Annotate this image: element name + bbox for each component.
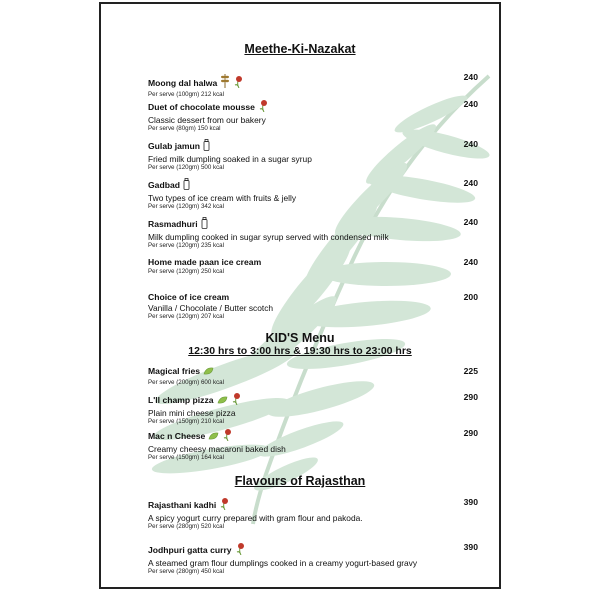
wheat-icon	[220, 72, 230, 91]
menu-item-name: Choice of ice cream	[148, 292, 230, 302]
menu-item-name: Jodhpuri gatta curry	[148, 542, 478, 558]
menu-item	[148, 497, 478, 531]
menu-item-description: A steamed gram flour dumplings cooked in a creamy yogurt-based gravy	[148, 558, 418, 568]
menu-item	[148, 257, 478, 276]
menu-item-price: 240	[463, 257, 478, 267]
menu-item-price: 390	[463, 542, 478, 552]
menu-item-price: 290	[463, 428, 478, 438]
menu-item	[148, 217, 478, 250]
leaf-icon	[208, 432, 219, 444]
menu-item-name: Rajasthani kadhi	[148, 497, 478, 513]
menu-item-nutrition: Per serve (150gm) 164 kcal	[148, 454, 225, 461]
menu-item-nutrition: Per serve (280gm) 450 kcal	[148, 568, 225, 575]
menu-item-nutrition: Per serve (280gm) 520 kcal	[148, 523, 225, 530]
menu-item-name: Moong dal halwa	[148, 72, 478, 91]
menu-item-description: Plain mini cheese pizza	[148, 408, 236, 418]
rose-icon	[233, 75, 244, 91]
menu-item-price: 240	[463, 99, 478, 109]
kids-menu-hours: 12:30 hrs to 3:00 hrs & 19:30 hrs to 23:00 hrs	[188, 345, 412, 357]
menu-item-nutrition: Per serve (80gm) 150 kcal	[148, 125, 221, 132]
menu-item-price: 240	[463, 139, 478, 149]
menu-item-name: Home made paan ice cream	[148, 257, 262, 267]
menu-item-name: Mac n Cheese	[148, 428, 478, 444]
menu-item-description: Creamy cheesy macaroni baked dish	[148, 444, 286, 454]
menu-item-price: 225	[463, 366, 478, 376]
menu-item	[148, 392, 478, 426]
menu-item-nutrition: Per serve (120gm) 250 kcal	[148, 268, 225, 275]
menu-item-name: Magical fries	[148, 366, 478, 379]
milk-bottle-icon	[201, 217, 208, 232]
rose-icon	[219, 497, 230, 513]
menu-item-name: Gulab jamun	[148, 139, 478, 154]
menu-item	[148, 99, 478, 133]
menu-item-nutrition: Per serve (120gm) 235 kcal	[148, 242, 225, 249]
menu-item-name: Rasmadhuri	[148, 217, 478, 232]
menu-item-description: Fried milk dumpling soaked in a sugar syrup	[148, 154, 312, 164]
menu-item-name: Gadbad	[148, 178, 478, 193]
milk-bottle-icon	[203, 139, 210, 154]
rose-icon	[235, 542, 246, 558]
section-title-desserts: Meethe-Ki-Nazakat	[244, 42, 356, 56]
menu-item-price: 200	[463, 292, 478, 302]
menu-item-nutrition: Per serve (150gm) 210 kcal	[148, 418, 225, 425]
section-title-kids: KID'S Menu	[265, 331, 335, 345]
menu-item	[148, 428, 478, 462]
menu-item-price: 240	[463, 72, 478, 82]
menu-item-nutrition: Per serve (120gm) 207 kcal	[148, 313, 225, 320]
menu-item-description: Milk dumpling cooked in sugar syrup served with condensed milk	[148, 232, 389, 242]
leaf-icon	[217, 396, 228, 408]
menu-item	[148, 178, 478, 211]
rose-icon	[222, 428, 233, 444]
menu-item-nutrition: Per serve (100gm) 212 kcal	[148, 91, 225, 98]
menu-item-nutrition: Per serve (120gm) 342 kcal	[148, 203, 225, 210]
menu-item-name: L'll champ pizza	[148, 392, 478, 408]
menu-item-nutrition: Per serve (200gm) 600 kcal	[148, 379, 225, 386]
menu-page	[99, 2, 501, 589]
menu-item	[148, 542, 478, 576]
menu-item-price: 240	[463, 217, 478, 227]
rose-icon	[231, 392, 242, 408]
menu-item	[148, 292, 478, 321]
menu-item-description: Classic dessert from our bakery	[148, 115, 266, 125]
menu-item-description: Two types of ice cream with fruits & jelly	[148, 193, 297, 203]
menu-item	[148, 139, 478, 172]
menu-item-name: Duet of chocolate mousse	[148, 99, 478, 115]
menu-item	[148, 72, 478, 99]
menu-item	[148, 366, 478, 387]
menu-item-price: 240	[463, 178, 478, 188]
menu-item-price: 290	[463, 392, 478, 402]
menu-item-nutrition: Per serve (120gm) 500 kcal	[148, 164, 225, 171]
menu-item-description: A spicy yogurt curry prepared with gram flour and pakoda.	[148, 513, 363, 523]
menu-item-price: 390	[463, 497, 478, 507]
milk-bottle-icon	[183, 178, 190, 193]
menu-item-description: Vanilla / Chocolate / Butter scotch	[148, 303, 274, 313]
leaf-icon	[203, 367, 214, 379]
rose-icon	[258, 99, 269, 115]
section-title-rajasthan: Flavours of Rajasthan	[234, 474, 366, 488]
